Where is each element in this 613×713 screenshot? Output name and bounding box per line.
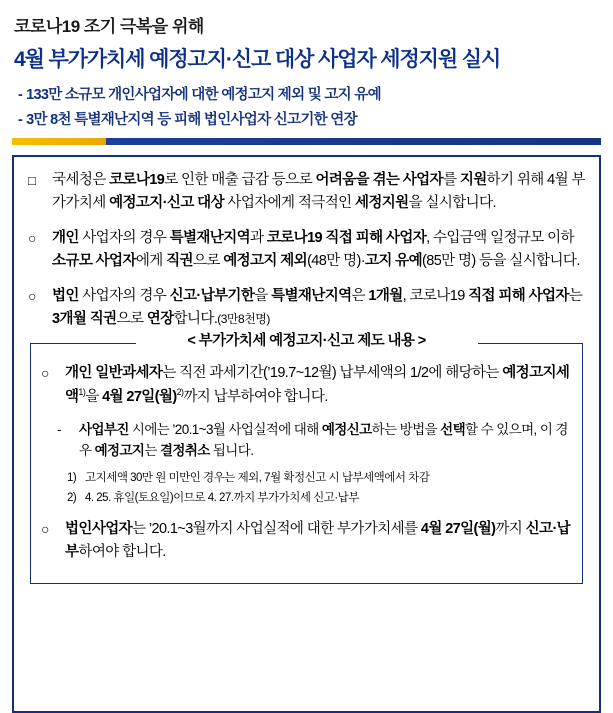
p2-s5: , 수입금액 일정규모 이하 <box>426 229 574 246</box>
is1-s1: 시에는 ’20.1~3월 사업실적에 대해 <box>128 421 322 437</box>
p2-s0: 개인 <box>52 229 79 246</box>
p2-s1: 사업자의 경우 <box>78 229 170 246</box>
is1-s5: 할 수 있으며, 이 경우 <box>79 421 568 459</box>
p3-s13: 합니다. <box>173 311 218 328</box>
p1-s1: 코로나19 <box>109 172 165 188</box>
ip2-s3: 까지 <box>495 520 526 537</box>
p2-s2: 특별재난지역 <box>169 229 251 246</box>
p1-s6: 하기 위해 4월 부가가치세 <box>52 172 585 212</box>
p2-s12: 고지 유예 <box>364 253 422 270</box>
p1-s7: 예정고지·신고 대상 <box>109 195 224 212</box>
is1-s2: 예정신고 <box>321 421 372 437</box>
p3-s8: 직접 피해 사업자 <box>468 287 569 304</box>
is1-s6: 예정고지 <box>94 443 145 459</box>
p2-s13: (85만 명) 등을 실시합니다. <box>422 253 580 270</box>
p1-s4: 를 <box>442 172 460 188</box>
header-bullet-2-text: 3만 8천 특별재난지역 등 피해 법인사업자 신고기한 연장 <box>26 112 357 128</box>
inner-paragraph-corporate <box>41 518 572 565</box>
ip1-s3: 는 직전 과세기간(’19.7~12월) 납부세액의 1/2에 해당하는 <box>162 364 503 381</box>
inner-section <box>30 332 583 585</box>
divider-rule <box>12 138 601 145</box>
header-bullet-1 <box>18 83 601 104</box>
ip2-s2: 4월 27일(월) <box>420 520 496 537</box>
p3-s12: 연장 <box>146 311 174 328</box>
p2-s8: 직권 <box>166 253 193 270</box>
inner-paragraph-individual <box>41 362 572 410</box>
square-bullet-icon: □ <box>28 173 36 188</box>
ip1-s4: 예정고지세액 <box>65 364 570 406</box>
ip1-s0: 개인 <box>65 364 92 381</box>
p3-s5: 은 <box>351 287 369 304</box>
p2-s4: 코로나19 직접 피해 사업자 <box>266 229 427 246</box>
inner-sub-item <box>41 419 572 462</box>
is1-s0: 사업부진 <box>79 421 129 437</box>
p1-s3: 어려움을 겪는 사업자 <box>315 172 443 188</box>
paragraph-individual <box>28 227 585 274</box>
p3-s4: 특별재난지역 <box>271 287 352 304</box>
header-bullet-2 <box>18 108 601 129</box>
p3-s2: 신고·납부기한 <box>169 287 255 304</box>
p2-s6: 소규모 사업자 <box>52 253 136 270</box>
circle-bullet-icon: ○ <box>41 364 49 381</box>
circle-bullet-icon: ○ <box>28 229 36 246</box>
ip2-s0: 법인사업자 <box>65 520 133 537</box>
is1-s9: 됩니다. <box>209 443 254 459</box>
p3-s14: (3만8천명) <box>217 312 270 327</box>
footnote-2-text: 4. 25. 휴일(토요일)이므로 4. 27.까지 부가가치세 신고·납부 <box>85 491 359 504</box>
circle-bullet-icon: ○ <box>28 287 36 304</box>
p3-s3: 을 <box>254 287 272 304</box>
ip2-s4: 신고·납부 <box>65 520 571 560</box>
p2-s3: 과 <box>250 229 267 246</box>
p3-s0: 법인 <box>52 287 79 304</box>
kicker-text: 코로나19 조기 극복을 위해 <box>14 17 204 36</box>
p1-s0: 국세청은 <box>52 172 110 188</box>
footnote-1-marker: 1) <box>67 471 77 484</box>
p3-s7: , 코로나19 <box>402 287 469 304</box>
paragraph-overview <box>28 169 585 216</box>
ip2-s1: 는 ’20.1~3월까지 사업실적에 대한 부가가치세를 <box>132 520 421 537</box>
ip1-s9: 까지 납부하여야 합니다. <box>183 389 328 406</box>
p2-s11: (48만 명)· <box>307 253 365 270</box>
p1-s5: 지원 <box>459 172 487 188</box>
p3-s9: 는 <box>568 287 583 304</box>
p2-s9: 으로 <box>192 253 224 270</box>
ip1-sup2: 2) <box>176 387 184 398</box>
footnote-1-text: 고지세액 30만 원 미만인 경우는 제외, 7월 확정신고 시 납부세액에서 차감 <box>85 471 430 484</box>
page-title: 4월 부가가치세 예정고지·신고 대상 사업자 세정지원 실시 <box>14 48 501 71</box>
p2-s7: 에게 <box>135 253 167 270</box>
p1-s2: 로 인한 매출 급감 등으로 <box>164 172 316 188</box>
ip1-s7: 4월 27일(월) <box>102 389 177 406</box>
p3-s11: 으로 <box>116 311 147 328</box>
footnote-1 <box>41 470 572 488</box>
content-box <box>12 155 601 713</box>
p3-s6: 1개월 <box>368 287 403 304</box>
ip1-s2: 일반과세자 <box>95 364 163 381</box>
is1-s8: 결정취소 <box>159 443 210 459</box>
ip2-s5: 하여야 합니다. <box>78 544 166 560</box>
paragraph-corporate <box>28 285 585 332</box>
dash-marker: - <box>18 112 23 128</box>
is1-s7: 는 <box>144 443 160 459</box>
p3-s1: 사업자의 경우 <box>78 287 170 304</box>
footnote-2 <box>41 490 572 508</box>
p3-s10: 3개월 직권 <box>52 311 117 328</box>
inner-section-title: < 부가가치세 예정고지·신고 제도 내용 > <box>136 329 478 350</box>
dash-bullet-icon: - <box>57 421 61 437</box>
dash-marker: - <box>18 87 23 103</box>
ip1-sup1: 1) <box>78 387 86 398</box>
footnote-2-marker: 2) <box>67 491 77 504</box>
ip1-s6: 을 <box>85 389 103 406</box>
p1-s9: 세정지원 <box>354 195 409 212</box>
p1-s10: 을 실시합니다. <box>408 195 496 212</box>
is1-s4: 선택 <box>440 421 466 437</box>
circle-bullet-icon: ○ <box>41 520 49 537</box>
header-bullet-1-text: 133만 소규모 개인사업자에 대한 예정고지 제외 및 고지 유예 <box>26 87 381 103</box>
is1-s3: 하는 방법을 <box>371 421 441 437</box>
p1-s8: 사업자에게 적극적인 <box>223 195 355 212</box>
p2-s10: 예정고지 제외 <box>223 253 308 270</box>
